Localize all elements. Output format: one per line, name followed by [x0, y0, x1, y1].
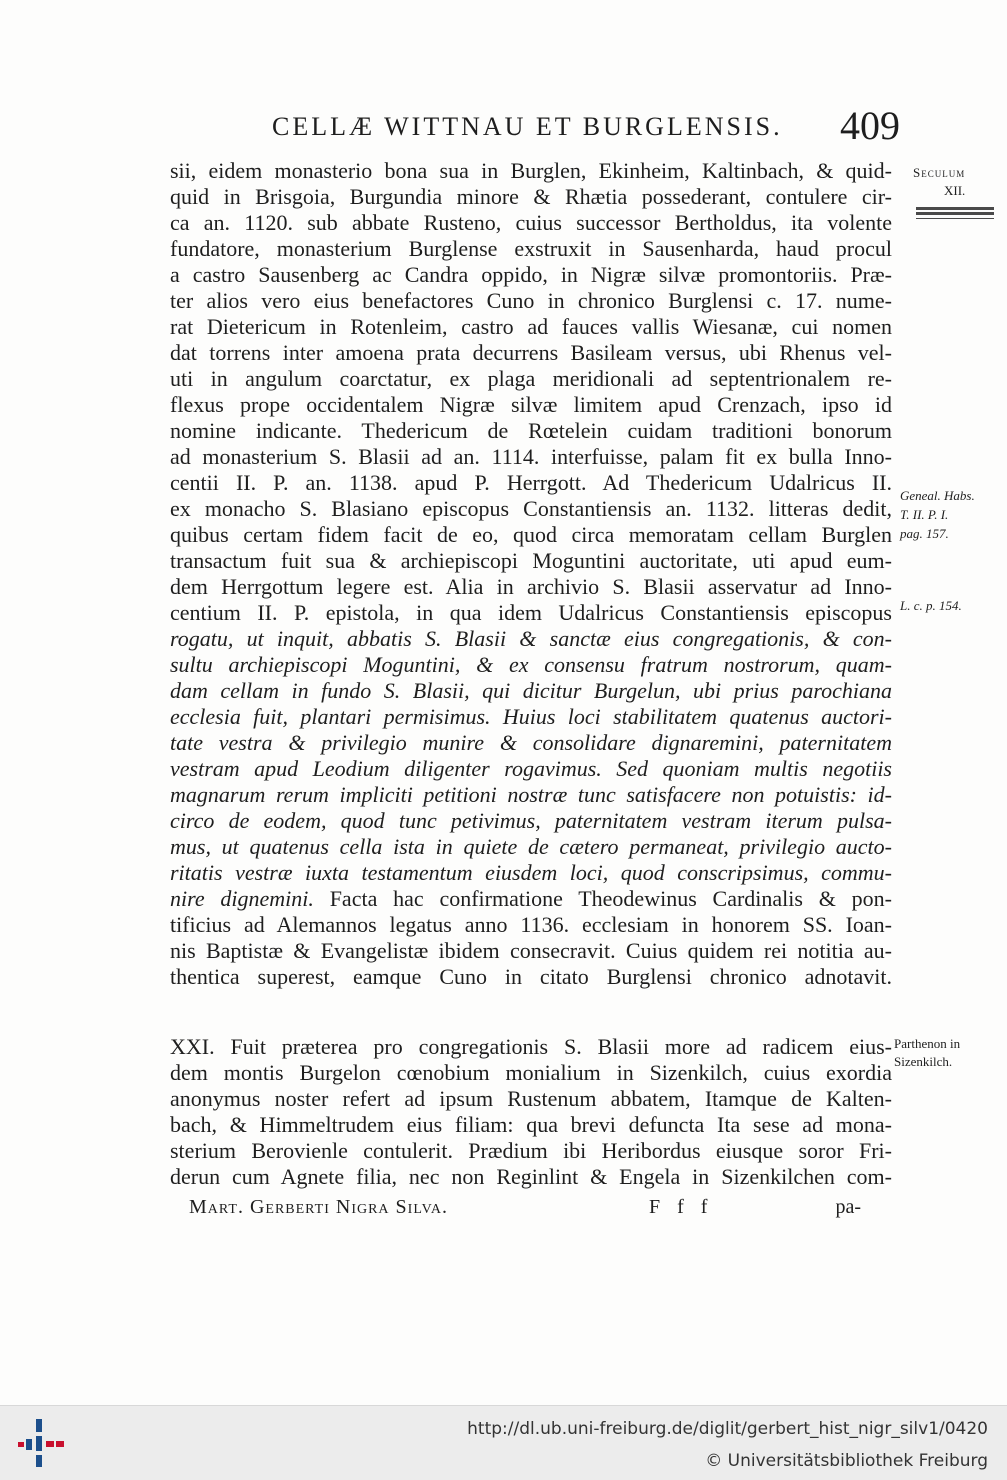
text-line: dem Herrgottum legere est. Alia in archivio S. Blasii asservatur ad Inno- [170, 574, 892, 599]
quote-line: tate vestra & privilegio munire & consolidare dignaremini, paternitatem [170, 730, 892, 755]
text-line: rat Dietericum in Rotenleim, castro ad fauces vallis Wiesanæ, cui nomen [170, 314, 892, 339]
signature-title: Mart. Gerberti Nigra Silva. [189, 1196, 449, 1218]
quote-line: vestram apud Leodium diligenter rogavimus. Sed quoniam multis negotiis [170, 756, 892, 781]
margin-note-century: XII. [944, 183, 966, 198]
text-line: uti in angulum coarctatur, ex plaga meridionali ad septentrionalem re- [170, 366, 892, 391]
text-line: a castro Sausenberg ac Candra oppido, in Nigræ silvæ promontoriis. Præ- [170, 262, 892, 287]
viewer-footer [0, 1405, 1007, 1480]
catchword: pa- [835, 1196, 861, 1218]
margin-rule [916, 212, 994, 215]
quote-line: rogatu, ut inquit, abbatis S. Blasii & sanctæ eius congregationis, & con- [170, 626, 892, 651]
text-line: fundatore, monasterium Burglense exstruxit in Sausenharda, haud procul [170, 236, 892, 261]
text-line: centii II. P. an. 1138. apud P. Herrgott. Ad Thedericum Udalricus II. [170, 470, 892, 495]
text-line: centium II. P. epistola, in qua idem Udalricus Constantiensis episcopus [170, 600, 892, 625]
section-line: derun cum Agnete filia, nec non Reginlint & Engela in Sizenkilchen com- [170, 1164, 892, 1189]
quote-line: circo de eodem, quod tunc petivimus, paternitatem vestram iterum pulsa- [170, 808, 892, 833]
text-line: flexus prope occidentalem Nigræ silvæ limitem apud Crenzach, ipso id [170, 392, 892, 417]
quote-line: mus, ut quatenus cella ista in quiete de cætero permaneat, privilegio aucto- [170, 834, 892, 859]
text-line: ca an. 1120. sub abbate Rusteno, cuius successor Bertholdus, ita volente [170, 210, 892, 235]
margin-note-geneal: Geneal. Habs. [900, 488, 975, 503]
quote-line: ritatis vestræ iuxta testamentum eiusdem loci, quod conscripsimus, commu- [170, 860, 892, 885]
text-line: tificius ad Alemannos legatus anno 1136. ecclesiam in honorem SS. Ioan- [170, 912, 892, 937]
text-line: nomine indicante. Thedericum de Rœtelein cuidam traditioni bonorum [170, 418, 892, 443]
margin-note-geneal-page: pag. 157. [900, 526, 949, 541]
text-line: ter alios vero eius benefactores Cuno in chronico Burglensi c. 17. nume- [170, 288, 892, 313]
margin-rule [916, 207, 994, 210]
document-url-link[interactable]: http://dl.ub.uni-freiburg.de/diglit/gerbert_hist_nigr_silv1/0420 [467, 1419, 988, 1439]
quote-line: magnarum rerum impliciti petitioni nostræ tunc satisfacere non potuistis: id- [170, 782, 892, 807]
quote-line: ecclesia fuit, plantari permisimus. Huius loci stabilitatem quatenus auctori- [170, 704, 892, 729]
quote-line: dam cellam in fundo S. Blasii, qui dicitur Burgelun, ubi prius parochiana [170, 678, 892, 703]
margin-rule [916, 218, 994, 219]
section-line: XXI. Fuit præterea pro congregationis S. Blasii more ad radicem eius- [170, 1034, 892, 1059]
section-line: dem montis Burgelon cœnobium monialium in Sizenkilch, cuius exordia [170, 1060, 892, 1085]
section-line: bach, & Himmeltrudem eius filiam: qua brevi defuncta Ita sese ad mona- [170, 1112, 892, 1137]
header-title: CELLÆ WITTNAU ET BURGLENSIS. [272, 112, 783, 141]
text-line [170, 886, 892, 912]
text-line: ad monasterium S. Blasii ad an. 1114. interfuisse, palam fit ex bulla Inno- [170, 444, 892, 469]
text-line: thentica superest, eamque Cuno in citato Burglensi chronico adnotavit. [170, 964, 892, 989]
quote-line: sultu archiepiscopi Moguntini, & ex consensu fratrum nostrorum, quam- [170, 652, 892, 677]
text-line: nis Baptistæ & Evangelistæ ibidem consecravit. Cuius quidem rei notitia au- [170, 938, 892, 963]
text-line: quid in Brisgoia, Burgundia minore & Rhætia possederant, contulere cir- [170, 184, 892, 209]
margin-note-seculum: Seculum [913, 165, 966, 180]
quote-end: nire dignemini. [170, 886, 314, 911]
margin-note-geneal-vol: T. II. P. I. [900, 507, 949, 522]
text-line: quibus certam fidem facit de eo, quod circa memoratam cellam Burglen [170, 522, 892, 547]
section-line: sterium Berovienle contulerit. Prædium ibi Heribordus eiusque soror Fri- [170, 1138, 892, 1163]
signature-line [189, 1196, 889, 1224]
signature-mark: F f f [649, 1196, 714, 1218]
text-line: sii, eidem monasterio bona sua in Burglen, Ekinheim, Kaltinbach, & quid- [170, 158, 892, 183]
margin-note-parthenon: Parthenon in [894, 1036, 961, 1051]
section-line: anonymus noster refert ad ipsum Rustenum abbatem, Itamque de Kalten- [170, 1086, 892, 1111]
page-number: 409 [840, 103, 900, 148]
text-line: transactum fuit sua & archiepiscopi Moguntini auctoritate, uti apud eum- [170, 548, 892, 573]
running-header [272, 104, 902, 150]
margin-note-lc: L. c. p. 154. [900, 598, 962, 613]
text-line: ex monacho S. Blasiano episcopus Constantiensis an. 1132. litteras dedit, [170, 496, 892, 521]
copyright-notice: © Universitätsbibliothek Freiburg [705, 1451, 988, 1471]
text-line: dat torrens inter amoena prata decurrens Basileam versus, ubi Rhenus vel- [170, 340, 892, 365]
text-continuation: Facta hac confirmatione Theodewinus Cardinalis & pon- [313, 886, 892, 911]
library-logo-icon [18, 1419, 64, 1467]
margin-note-sizenkilch: Sizenkilch. [894, 1054, 953, 1069]
